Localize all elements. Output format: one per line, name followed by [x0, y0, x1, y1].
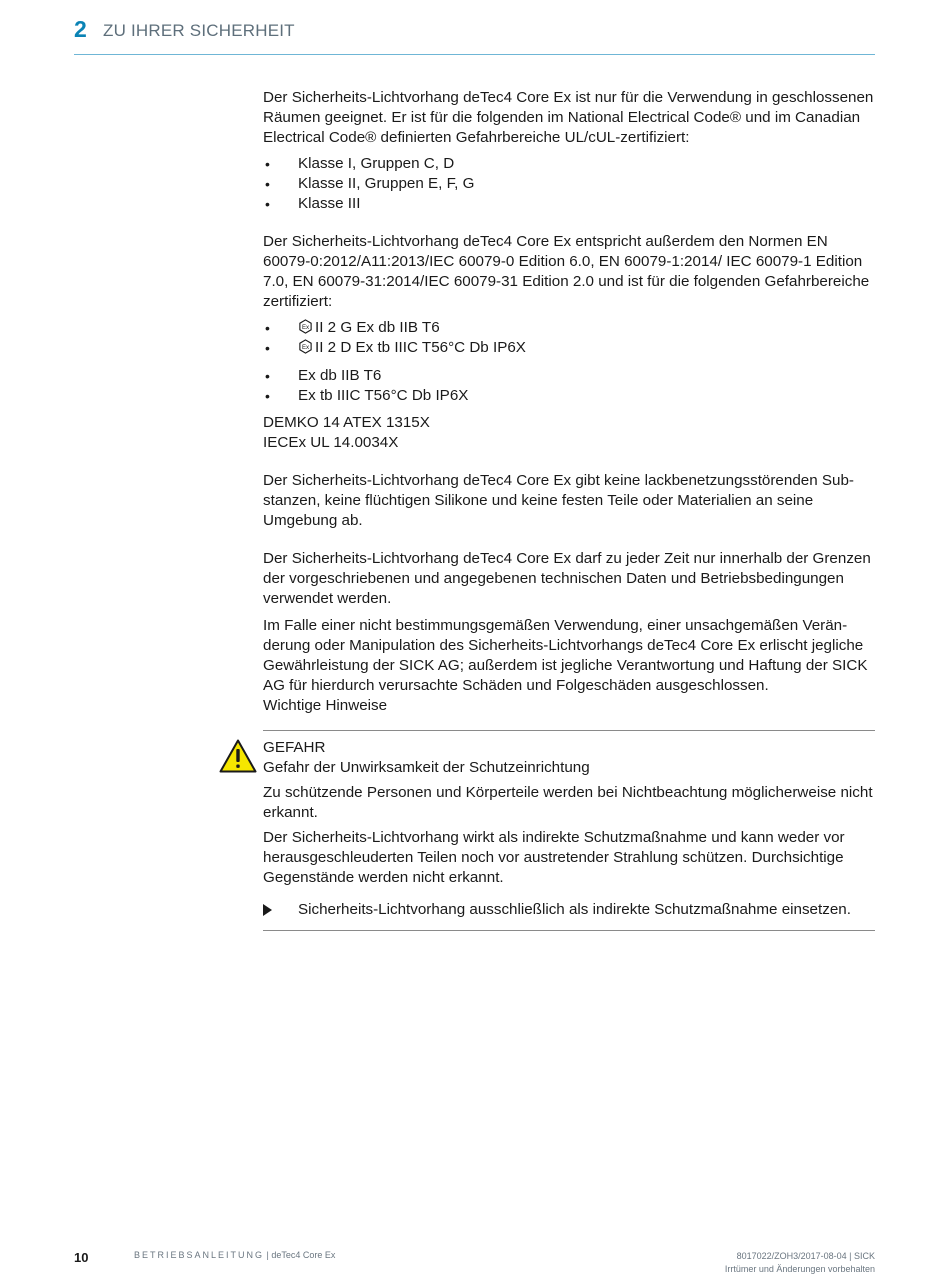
atex-marking-list — [263, 318, 875, 358]
important-notes-heading: Wichtige Hinweise — [263, 697, 388, 714]
warning-bottom-rule — [263, 930, 875, 931]
ex-hexagon-icon — [298, 339, 313, 354]
signal-word: GEFAHR — [263, 739, 326, 756]
atex-marking: II 2 D Ex tb IIIC T56°C Db IP6X — [315, 339, 526, 356]
warning-paragraph: Zu schützende Personen und Körperteile werden bei Nichtbeachtung möglicherweise nicht erkannt. — [263, 784, 873, 821]
list-item: • Klasse III — [263, 194, 875, 214]
footer-separator: | — [266, 1250, 272, 1260]
atex-marking: II 2 G Ex db IIB T6 — [315, 319, 440, 336]
chapter-number: 2 — [74, 16, 87, 42]
footer-reference — [725, 1250, 875, 1276]
misuse-paragraph: Im Falle einer nicht bestimmungsgemäßen Verwendung, einer unsachgemäßen Veränderung oder Manipulation des Sicherheits-Lichtvorhangs deTec4 Core Ex erlischt jegliche Gewährleistung der SICK AG; außerdem ist jegliche Verantwortung und Haftung der SICK AG für hierdurch verursachte Schäden und Folgeschäden ausgeschlossen. — [263, 617, 868, 694]
document-type: BETRIEBSANLEITUNG — [134, 1250, 265, 1260]
list-item: • Klasse II, Gruppen E, F, G — [263, 174, 875, 194]
action-step — [263, 900, 875, 920]
limits-paragraph: Der Sicherheits-Lichtvorhang deTec4 Core Ex darf zu jeder Zeit nur innerhalb der Grenzen der vorgeschriebenen und angegebenen technischen Daten und Betriebsbedingungen verwendet werden. — [263, 550, 871, 607]
main-content — [263, 88, 875, 931]
page-number: 10 — [74, 1250, 89, 1265]
page-header — [74, 16, 875, 55]
svg-text:Ex: • Ex — [301, 344, 310, 352]
warning-paragraph: Der Sicherheits-Lichtvorhang wirkt als indirekte Schutzmaßnahme und kann weder vor herausgeschleuderten Teilen noch vor austretender Strahlung schützen. Durchsichtige Gegenstände werden nicht erkannt. — [263, 829, 845, 886]
list-item: • Klasse I, Gruppen C, D — [263, 154, 875, 174]
warning-triangle-icon — [219, 739, 257, 773]
warning-subject: Gefahr der Unwirksamkeit der Schutzeinrichtung — [263, 759, 590, 776]
action-arrow-icon — [263, 904, 272, 916]
ul-class-list — [263, 154, 875, 214]
footer-document-info — [134, 1250, 335, 1260]
disclaimer: Irrtümer und Änderungen vorbehalten — [724, 1264, 875, 1274]
intro-paragraph: Der Sicherheits-Lichtvorhang deTec4 Core Ex ist nur für die Verwendung in geschlossenen Räumen geeignet. Er ist für die folgenden im National Electrical Code® und im Canadian Electrical Code® definierten Gefahrbereiche UL/cUL-zertifiziert: — [263, 89, 874, 146]
danger-warning-box — [263, 731, 875, 920]
svg-text:Ex: • Ex — [301, 324, 310, 332]
chapter-title: ZU IHRER SICHERHEIT — [103, 21, 295, 40]
certificate-atex: DEMKO 14 ATEX 1315X — [263, 414, 430, 431]
ex-hexagon-icon — [298, 319, 313, 334]
list-item — [263, 338, 875, 358]
substances-paragraph: Der Sicherheits-Lichtvorhang deTec4 Core Ex gibt keine lackbenetzungsstörenden Substanzen, keine flüchtigen Silikone und keine festen Teile oder Materialien an seine Umgebung ab. — [263, 472, 854, 529]
certificate-iecex: IECEx UL 14.0034X — [263, 434, 399, 451]
list-item: • Ex db IIB T6 — [263, 366, 875, 386]
standards-paragraph: Der Sicherheits-Lichtvorhang deTec4 Core Ex entspricht außerdem den Normen EN 60079-0:2012/A11:2013/IEC 60079-0 Edition 6.0, EN 60079-1:2014/ IEC 60079-1 Edition 7.0, EN 60079-31:2014/IEC 60079-31 Edition 2.0 und ist für die folgenden Gefahrbereiche zertifiziert: — [263, 233, 870, 310]
document-reference: 8017022/ZOH3/2017-08-04 | SICK — [736, 1251, 875, 1261]
list-item — [263, 318, 875, 338]
action-text: Sicherheits-Lichtvorhang ausschließlich als indirekte Schutzmaßnahme einsetzen. — [298, 901, 851, 918]
list-item: • Ex tb IIIC T56°C Db IP6X — [263, 386, 875, 406]
product-name: deTec4 Core Ex — [271, 1250, 336, 1260]
iecex-marking-list — [263, 366, 875, 406]
